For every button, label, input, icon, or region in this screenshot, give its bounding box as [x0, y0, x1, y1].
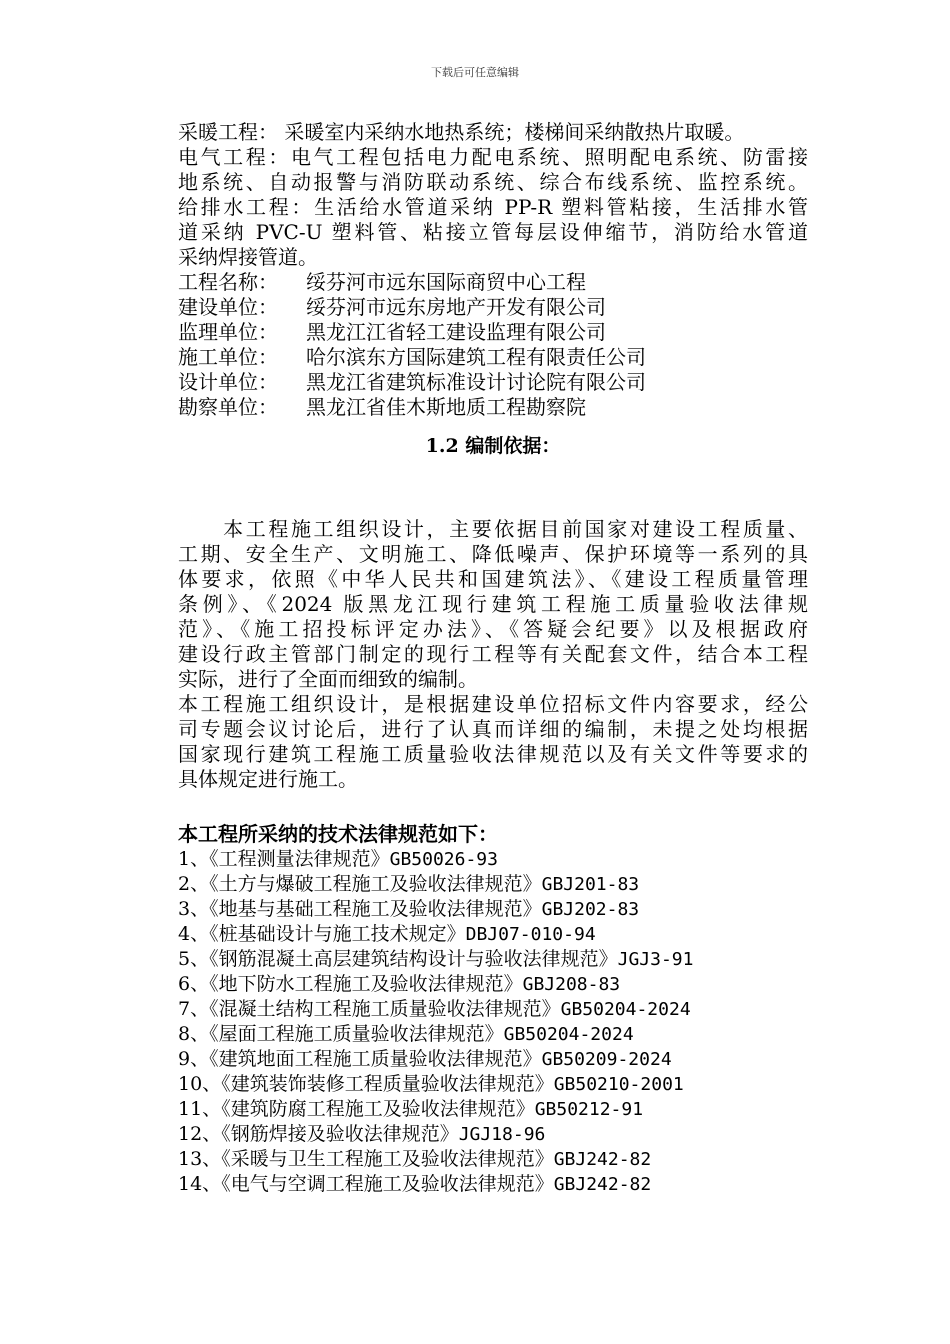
list-item — [178, 897, 808, 922]
paragraph-line: 建设行政主管部门制定的现行工程等有关配套文件，结合本工程 — [178, 642, 808, 666]
project-info-key: 施工单位： — [178, 345, 278, 369]
paragraph-line: 国家现行建筑工程施工质量验收法律规范以及有关文件等要求的 — [178, 742, 808, 766]
list-item-title: 《建筑防腐工程施工及验收法律规范》 — [221, 1098, 535, 1120]
list-item-title: 《地下防水工程施工及验收法律规范》 — [209, 973, 523, 995]
section-heading: 1.2 编制依据： — [425, 435, 561, 457]
project-info-value: 绥芬河市远东国际商贸中心工程 — [306, 270, 586, 294]
list-item — [178, 1047, 808, 1072]
project-info-value: 绥芬河市远东房地产开发有限公司 — [306, 295, 606, 319]
paragraph-line: 本工程施工组织设计，是根据建设单位招标文件内容要求，经公 — [178, 692, 808, 716]
list-item-code: GB50212-91 — [534, 1099, 644, 1120]
list-item-title: 《工程测量法律规范》 — [209, 848, 390, 870]
list-item-code: GB50026-93 — [389, 849, 498, 870]
paragraph-line: 工期、安全生产、文明施工、降低噪声、保护环境等一系列的具 — [178, 542, 808, 566]
paragraph-line: 具体规定进行施工。 — [178, 767, 358, 791]
paragraph-line: 实际，进行了全面而细致的编制。 — [178, 667, 478, 691]
list-item-number: 7、 — [178, 998, 210, 1020]
project-info-key: 设计单位： — [178, 370, 278, 394]
list-item — [178, 1172, 808, 1197]
project-info-row — [178, 395, 808, 420]
list-item-number: 12、 — [178, 1123, 222, 1145]
list-item-number: 6、 — [178, 973, 210, 995]
project-info-value: 黑龙江省佳木斯地质工程勘察院 — [306, 395, 586, 419]
list-item — [178, 847, 808, 872]
intro-line: 给排水工程：生活给水管道采纳 PP-R 塑料管粘接，生活排水管 — [178, 195, 808, 219]
list-item — [178, 947, 808, 972]
list-item-title: 《钢筋焊接及验收法律规范》 — [221, 1123, 459, 1145]
paragraph-line: 本工程施工组织设计，主要依据目前国家对建设工程质量、 — [178, 517, 808, 541]
list-item — [178, 1097, 808, 1122]
list-item-code: GBJ202-83 — [541, 899, 640, 920]
paragraph-line: 范》、《施工招投标评定办法》、《答疑会纪要》以及根据政府 — [178, 617, 808, 641]
list-item-title: 《采暖与卫生工程施工及验收法律规范》 — [221, 1148, 554, 1170]
list-item — [178, 997, 808, 1022]
project-info-value: 哈尔滨东方国际建筑工程有限责任公司 — [306, 345, 646, 369]
list-item-title: 《屋面工程施工质量验收法律规范》 — [209, 1023, 504, 1045]
list-item-code: GB50209-2024 — [541, 1049, 672, 1070]
intro-line: 采暖工程： 采暖室内采纳水地热系统；楼梯间采纳散热片取暖。 — [178, 120, 745, 144]
project-info-key: 工程名称： — [178, 270, 278, 294]
project-info-key: 建设单位： — [178, 295, 278, 319]
list-item-title: 《建筑地面工程施工质量验收法律规范》 — [209, 1048, 542, 1070]
document-body — [178, 120, 808, 1197]
list-item-title: 《土方与爆破工程施工及验收法律规范》 — [209, 873, 542, 895]
project-info-row — [178, 295, 808, 320]
list-item-title: 《建筑装饰装修工程质量验收法律规范》 — [221, 1073, 554, 1095]
project-info-row — [178, 320, 808, 345]
list-item-code: GB50204-2024 — [560, 999, 691, 1020]
list-item — [178, 922, 808, 947]
list-item-title: 《地基与基础工程施工及验收法律规范》 — [209, 898, 542, 920]
list-item-number: 1、 — [178, 848, 210, 870]
list-item — [178, 1147, 808, 1172]
list-item-number: 5、 — [178, 948, 210, 970]
list-item-title: 《电气与空调工程施工及验收法律规范》 — [221, 1173, 554, 1195]
project-info-list — [178, 270, 808, 420]
list-item-number: 10、 — [178, 1073, 222, 1095]
list-item — [178, 1072, 808, 1097]
list-item-number: 8、 — [178, 1023, 210, 1045]
project-info-row — [178, 370, 808, 395]
basis-paragraph-2 — [178, 692, 808, 792]
list-item-number: 11、 — [178, 1098, 222, 1120]
page-header-note: 下载后可任意编辑 — [431, 66, 519, 79]
project-info-row — [178, 270, 808, 295]
paragraph-line: 体要求，依照《中华人民共和国建筑法》、《建设工程质量管理 — [178, 567, 808, 591]
list-item — [178, 872, 808, 897]
list-item-number: 4、 — [178, 923, 210, 945]
list-item-code: JGJ18-96 — [458, 1124, 546, 1145]
list-item-title: 《混凝土结构工程施工质量验收法律规范》 — [209, 998, 561, 1020]
spacer — [178, 459, 808, 517]
paragraph-line: 条例》、《2024 版黑龙江现行建筑工程施工质量验收法律规 — [178, 592, 808, 616]
list-item-number: 9、 — [178, 1048, 210, 1070]
intro-block — [178, 120, 808, 270]
list-item-title: 《桩基础设计与施工技术规定》 — [209, 923, 466, 945]
project-info-row — [178, 345, 808, 370]
standards-heading: 本工程所采纳的技术法律规范如下： — [178, 822, 498, 846]
list-item-number: 14、 — [178, 1173, 222, 1195]
list-item-code: GB50210-2001 — [553, 1074, 684, 1095]
list-item-code: GB50204-2024 — [503, 1024, 634, 1045]
list-item-code: GBJ242-82 — [553, 1149, 652, 1170]
list-item-code: DBJ07-010-94 — [465, 924, 596, 945]
intro-line: 地系统、自动报警与消防联动系统、综合布线系统、监控系统。 — [178, 170, 808, 194]
standards-list — [178, 847, 808, 1197]
paragraph-line: 司专题会议讨论后，进行了认真而详细的编制，未提之处均根据 — [178, 717, 808, 741]
intro-line: 电气工程：电气工程包括电力配电系统、照明配电系统、防雷接 — [178, 145, 808, 169]
list-item-code: GBJ201-83 — [541, 874, 640, 895]
project-info-key: 监理单位： — [178, 320, 278, 344]
project-info-value: 黑龙江省建筑标准设计讨论院有限公司 — [306, 370, 646, 394]
intro-line: 道采纳 PVC-U 塑料管、粘接立管每层设伸缩节，消防给水管道 — [178, 220, 808, 244]
list-item-number: 2、 — [178, 873, 210, 895]
project-info-value: 黑龙江江省轻工建设监理有限公司 — [306, 320, 606, 344]
list-item — [178, 1022, 808, 1047]
list-item-number: 13、 — [178, 1148, 222, 1170]
list-item-title: 《钢筋混凝土高层建筑结构设计与验收法律规范》 — [209, 948, 618, 970]
list-item-code: JGJ3-91 — [617, 949, 694, 970]
list-item-code: GBJ208-83 — [522, 974, 621, 995]
spacer — [178, 792, 808, 822]
list-item-code: GBJ242-82 — [553, 1174, 652, 1195]
project-info-key: 勘察单位： — [178, 395, 278, 419]
list-item — [178, 972, 808, 997]
list-item-number: 3、 — [178, 898, 210, 920]
intro-line: 采纳焊接管道。 — [178, 245, 318, 269]
basis-paragraph-1 — [178, 517, 808, 692]
list-item — [178, 1122, 808, 1147]
